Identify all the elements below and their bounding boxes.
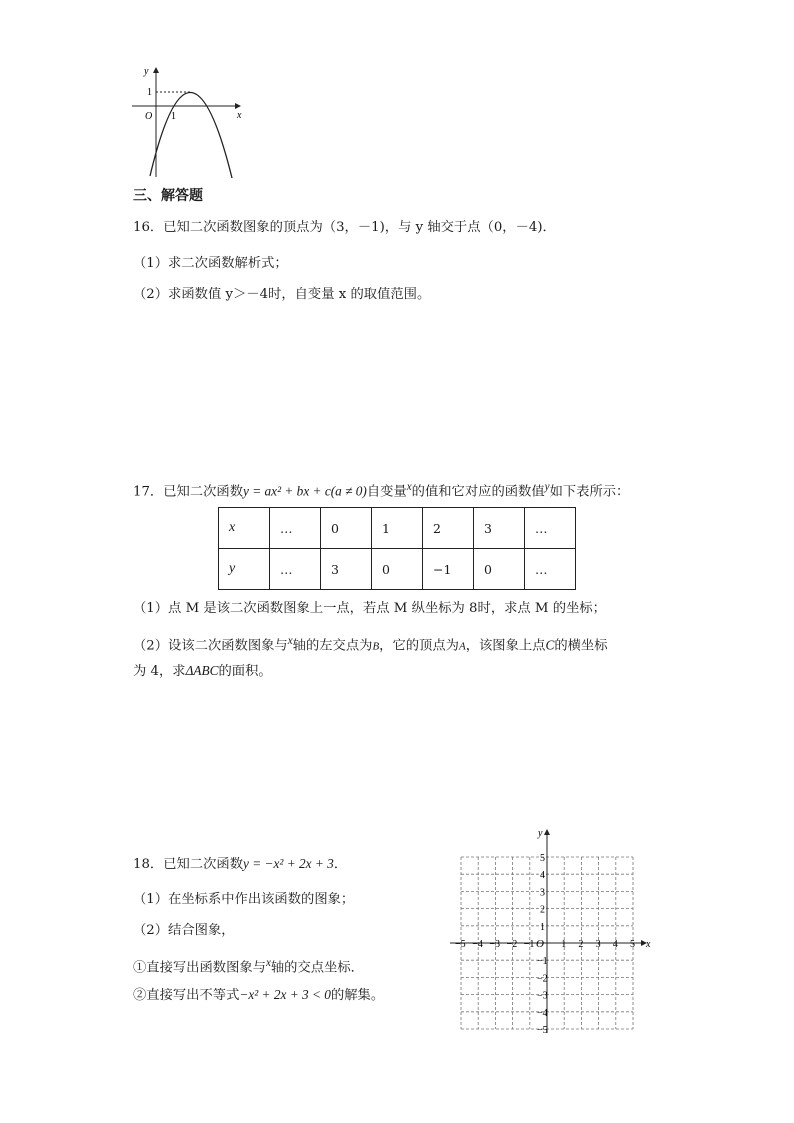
q16-part2: （2）求函数值 y＞－4时，自变量 x 的取值范围。 bbox=[133, 287, 431, 302]
y-tick-label: −2 bbox=[537, 973, 548, 985]
q17-p2-var-x: x bbox=[287, 635, 293, 647]
q17-p2-B: B bbox=[372, 640, 380, 653]
tick-y-1: 1 bbox=[147, 87, 152, 98]
table-cell: 2 bbox=[423, 508, 474, 549]
q17-var-y: y bbox=[544, 481, 550, 493]
table-cell: 3 bbox=[474, 508, 525, 549]
x-tick-label: −4 bbox=[472, 939, 483, 950]
q16-stem: 16．已知二次函数图象的顶点为（3，－1)，与 y 轴交于点（0，－4)． bbox=[133, 220, 556, 235]
grid-y-label: y bbox=[538, 828, 543, 839]
q17-p2-g: 的面积。 bbox=[218, 664, 272, 679]
q18-s1-b: 轴的交点坐标． bbox=[270, 960, 364, 976]
q17-p2-c: ，它的顶点为 bbox=[379, 638, 459, 654]
table-cell: … bbox=[525, 508, 576, 549]
q17-stem-a: 17．已知二次函数 bbox=[133, 484, 243, 500]
tick-x-1: 1 bbox=[171, 111, 176, 122]
table-cell: 0 bbox=[474, 549, 525, 590]
x-tick-label: 4 bbox=[612, 939, 618, 950]
table-row bbox=[219, 549, 576, 590]
table-cell: … bbox=[270, 508, 321, 549]
x-tick-label: 3 bbox=[595, 939, 601, 950]
y-tick-label: −1 bbox=[537, 956, 548, 968]
q17-p2-C: C bbox=[545, 637, 555, 653]
y-axis-label: y bbox=[144, 66, 149, 77]
x-tick-label: 5 bbox=[630, 939, 635, 950]
coordinate-grid bbox=[448, 826, 658, 1036]
x-tick-label: −2 bbox=[506, 939, 518, 950]
q18-s2-formula: −x² + 2x + 3 < 0 bbox=[239, 987, 331, 1002]
q18-stem-a: 18．已知二次函数 bbox=[133, 857, 243, 872]
q16-part1: （1）求二次函数解析式； bbox=[133, 256, 288, 271]
section-title: 三、解答题 bbox=[133, 188, 203, 204]
q17-p2-d: ，该图象上点 bbox=[465, 638, 546, 654]
table-cell: 1 bbox=[372, 508, 423, 549]
y-tick-label: −4 bbox=[537, 1007, 548, 1019]
q17-part2 bbox=[133, 632, 608, 655]
y-tick-label: −5 bbox=[537, 1025, 548, 1036]
q17-var-x: x bbox=[406, 481, 412, 493]
table-cell: 0 bbox=[321, 508, 372, 549]
q17-p2-A: A bbox=[458, 640, 466, 653]
q17-stem-d: 如下表所示： bbox=[549, 484, 630, 500]
value-table bbox=[218, 507, 576, 590]
q18-s1-var: x bbox=[265, 957, 271, 969]
q17-p2-tri: ΔABC bbox=[185, 663, 219, 678]
q17-formula: y = ax² + bx + c(a ≠ 0) bbox=[243, 483, 367, 499]
x-tick-label: 1 bbox=[561, 939, 567, 950]
q18-formula: y = −x² + 2x + 3 bbox=[243, 856, 334, 871]
q17-part1: （1）点 M 是该二次函数图象上一点，若点 M 纵坐标为 8时，求点 M 的坐标； bbox=[133, 601, 606, 616]
table-cell: x bbox=[219, 508, 270, 549]
q17-part2-cont bbox=[133, 662, 272, 681]
grid-x-label: x bbox=[646, 939, 651, 950]
q18-s2-a: ②直接写出不等式 bbox=[133, 988, 240, 1003]
q17-p2-f: 为 4，求 bbox=[133, 664, 186, 679]
table-cell: y bbox=[219, 549, 270, 590]
q18-stem-b: ． bbox=[333, 857, 348, 872]
q17-stem-b: 自变量 bbox=[366, 484, 407, 500]
table-cell: … bbox=[270, 549, 321, 590]
q17-p2-b: 轴的左交点为 bbox=[292, 638, 373, 654]
table-cell: −1 bbox=[423, 549, 474, 590]
y-tick-label: 3 bbox=[540, 887, 545, 899]
x-axis-label: x bbox=[237, 110, 242, 121]
q17-stem bbox=[133, 478, 629, 501]
y-tick-label: −3 bbox=[537, 990, 548, 1002]
parabola-figure bbox=[128, 62, 250, 182]
q18-s2-b: 的解集。 bbox=[330, 988, 385, 1003]
x-tick-label: −5 bbox=[455, 939, 466, 950]
table-cell: 3 bbox=[321, 549, 372, 590]
q17-p2-a: （2）设该二次函数图象与 bbox=[133, 638, 288, 654]
q17-p2-e: 的横坐标 bbox=[554, 638, 608, 654]
q18-sub1 bbox=[133, 954, 364, 977]
grid-origin: O bbox=[536, 938, 544, 950]
x-tick-label: 2 bbox=[578, 939, 584, 950]
q18-sub2 bbox=[133, 986, 384, 1005]
x-tick-label: −3 bbox=[489, 939, 501, 950]
q18-stem bbox=[133, 855, 347, 874]
y-tick-label: 2 bbox=[540, 904, 545, 916]
x-tick-label: −1 bbox=[523, 939, 535, 950]
y-tick-label: 4 bbox=[540, 870, 545, 882]
q17-stem-c: 的值和它对应的函数值 bbox=[411, 484, 545, 500]
q18-part2: （2）结合图象， bbox=[133, 923, 235, 938]
table-cell: … bbox=[525, 549, 576, 590]
table-row bbox=[219, 508, 576, 549]
table-cell: 0 bbox=[372, 549, 423, 590]
q18-s1-a: ①直接写出函数图象与 bbox=[133, 960, 266, 976]
y-tick-label: 1 bbox=[540, 921, 545, 933]
y-tick-label: 5 bbox=[540, 853, 545, 864]
origin-label: O bbox=[145, 111, 153, 122]
parabola-curve bbox=[150, 92, 232, 178]
q18-part1: （1）在坐标系中作出该函数的图象； bbox=[133, 892, 355, 907]
